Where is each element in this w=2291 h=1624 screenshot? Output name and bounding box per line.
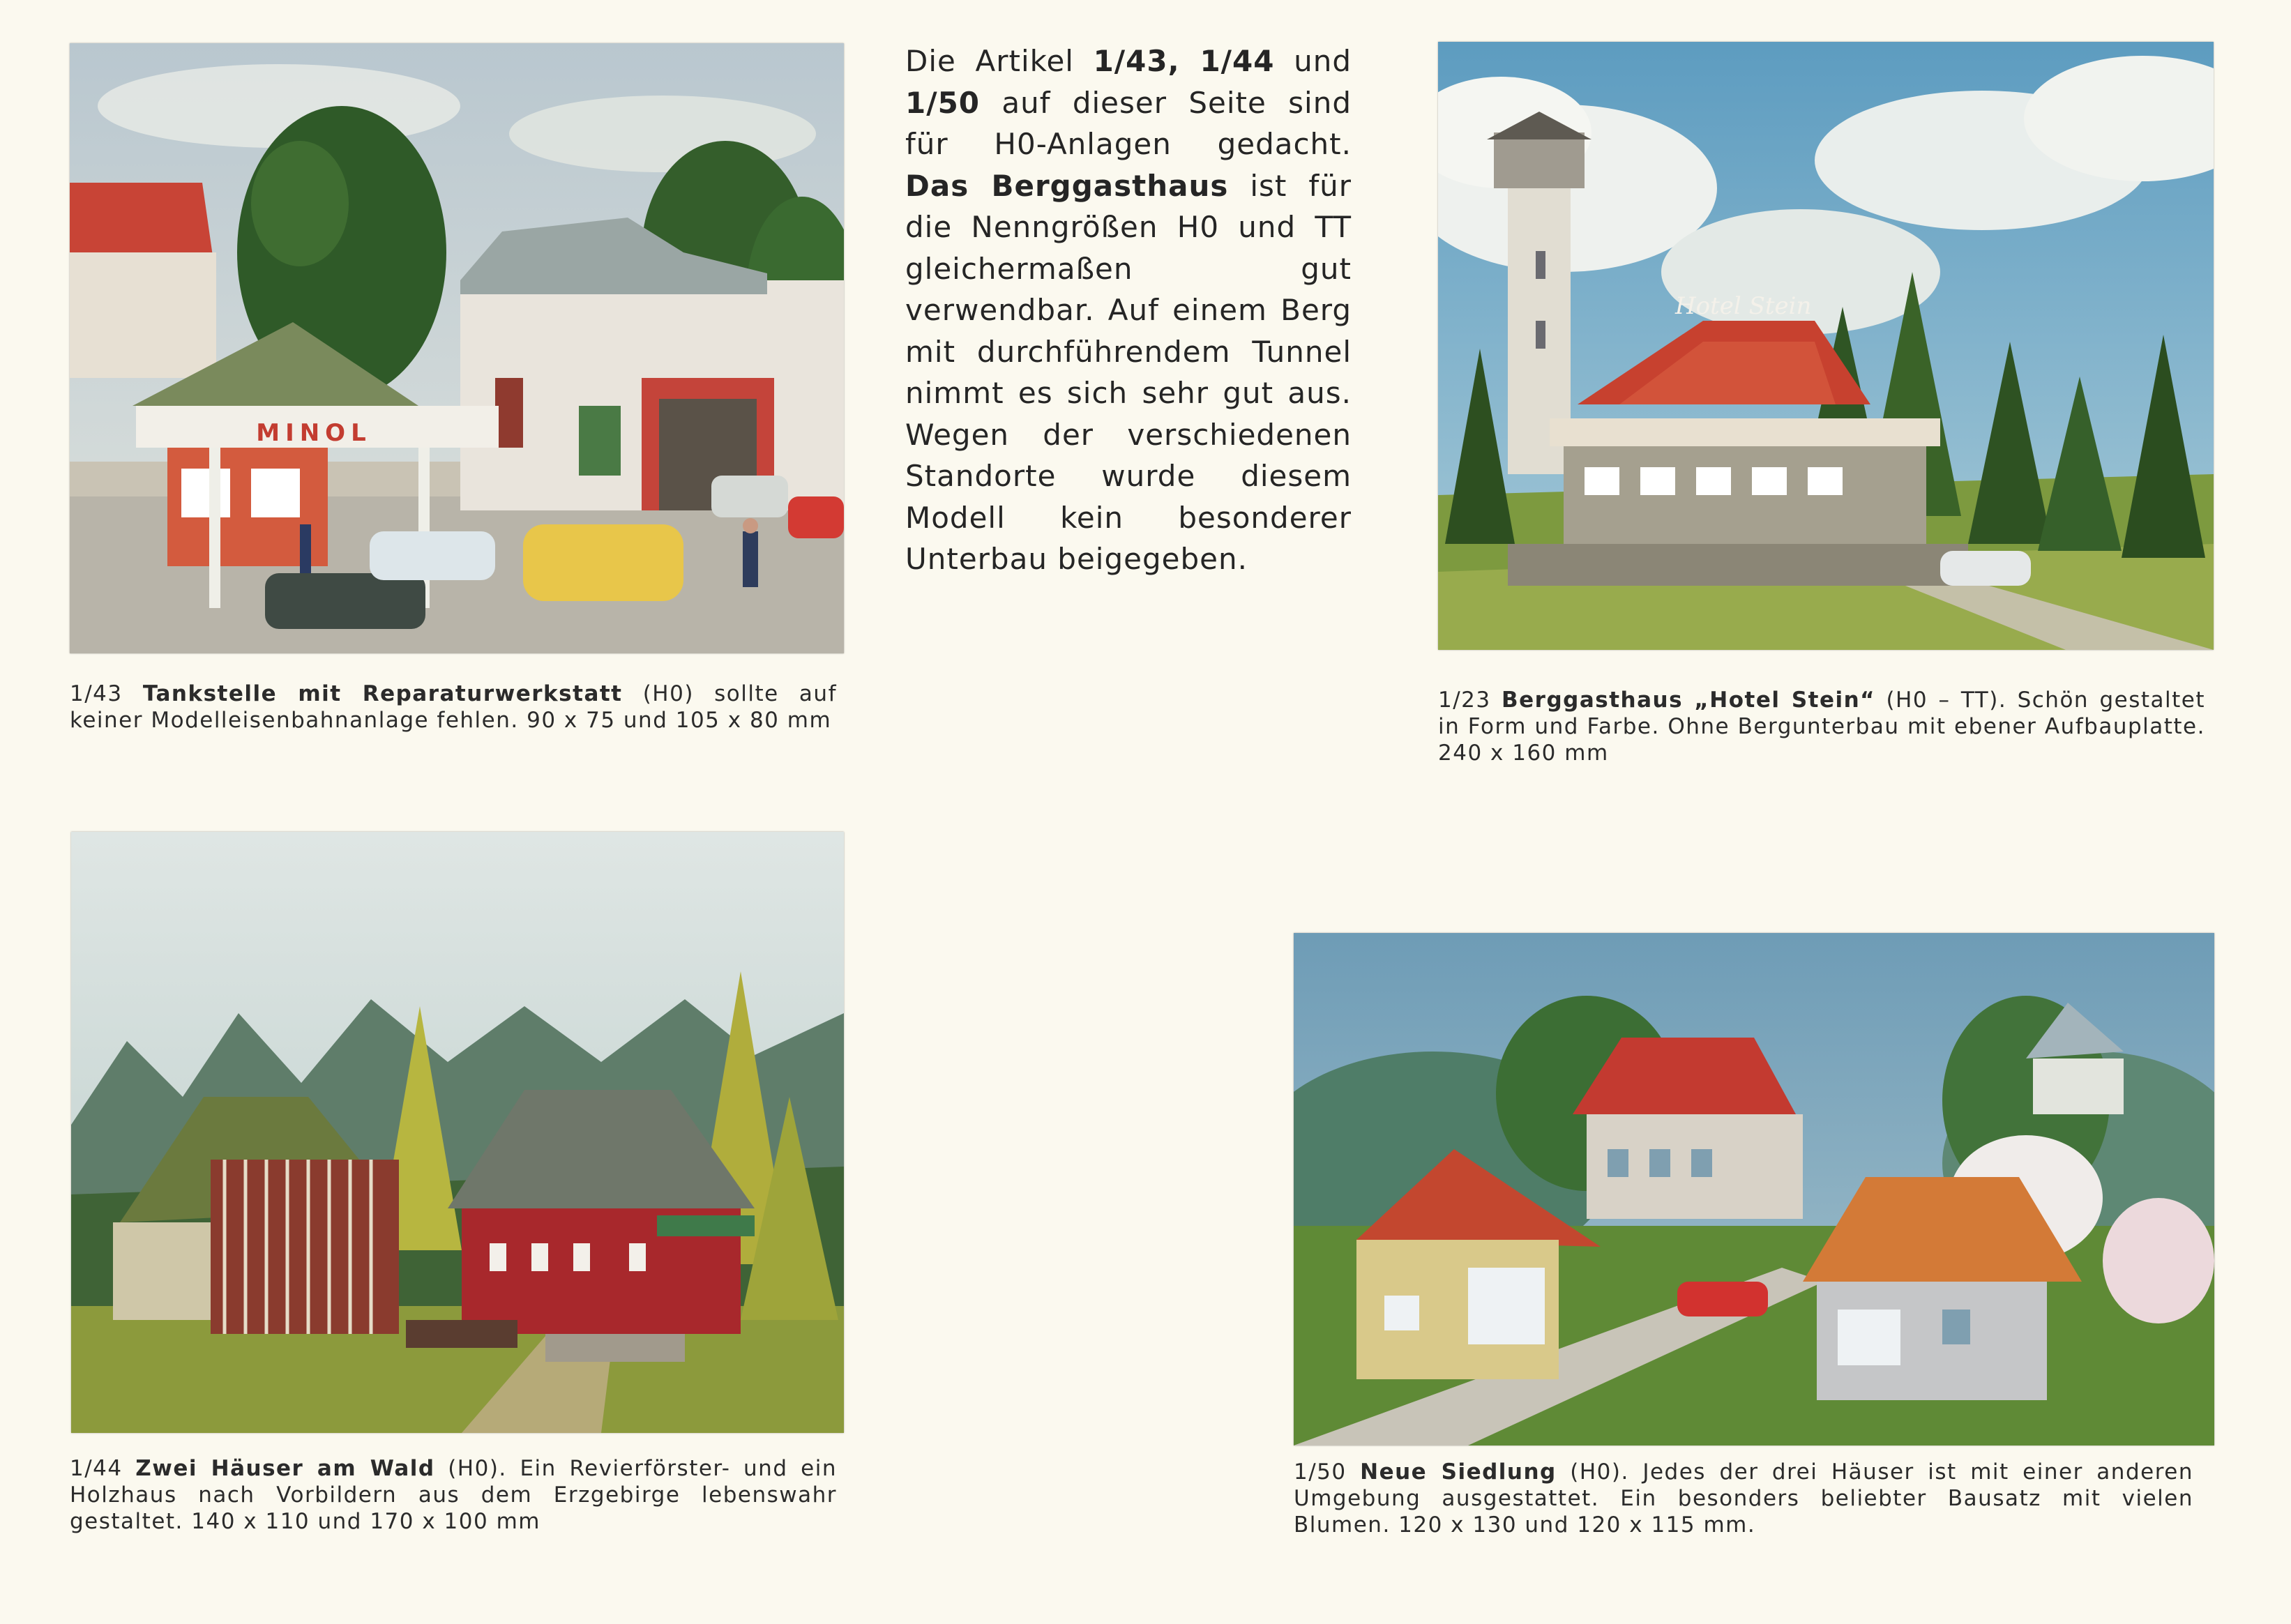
intro-articles-2: 1/50	[905, 85, 981, 120]
caption-neue-siedlung	[1294, 1459, 2193, 1538]
item-number: 1/44	[70, 1456, 123, 1481]
caption-berggasthaus	[1438, 687, 2205, 766]
item-description: (H0). Jedes der drei Häuser ist mit einer anderen Umgebung ausgestattet. Ein besonders beliebter Bausatz mit vielen Blumen. 120 x 130 und 120 x 115 mm.	[1294, 1459, 2193, 1538]
item-name: Tankstelle mit Reparaturwerkstatt	[142, 681, 623, 706]
item-description: (H0). Ein Revierförster- und ein Holzhaus nach Vorbildern aus dem Erzgebirge lebenswahr gestaltet. 140 x 110 und 170 x 100 mm	[70, 1456, 837, 1534]
photo-berggasthaus	[1438, 42, 2214, 650]
item-number: 1/23	[1438, 688, 1491, 713]
minol-sign: MINOL	[256, 419, 372, 447]
intro-part-4: ist für die Nenngrößen H0 und TT gleichermaßen gut verwendbar. Auf einem Berg mit durchführendem Tunnel nimmt es sich sehr gut aus. Wegen der verschiedenen Standorte wurde diesem Modell kein besonderer Unterbau beigegeben.	[905, 168, 1352, 576]
intro-text	[905, 40, 1352, 580]
intro-berggasthaus: Das Berggasthaus	[905, 168, 1229, 203]
hotel-stein-sign: Hotel Stein	[1675, 292, 1812, 320]
item-description: (H0) sollte auf keiner Modelleisenbahnanlage fehlen. 90 x 75 und 105 x 80 mm	[70, 681, 837, 733]
intro-part-3: auf dieser Seite sind für H0-Anlagen gedacht.	[905, 85, 1352, 161]
photo-tankstelle	[70, 43, 844, 653]
item-description: (H0 – TT). Schön gestaltet in Form und Farbe. Ohne Bergunterbau mit ebener Aufbauplatte. 240 x 160 mm	[1438, 688, 2205, 766]
intro-part-2: und	[1274, 44, 1352, 78]
intro-part-1: Die Artikel	[905, 44, 1094, 78]
photo-zwei-haeuser	[71, 832, 844, 1433]
item-name: Neue Siedlung	[1360, 1459, 1557, 1485]
item-name: Zwei Häuser am Wald	[135, 1456, 435, 1481]
photo-neue-siedlung	[1294, 933, 2214, 1445]
intro-articles-1: 1/43, 1/44	[1093, 44, 1275, 78]
item-number: 1/50	[1294, 1459, 1347, 1485]
caption-zwei-haeuser	[70, 1455, 837, 1535]
caption-tankstelle	[70, 681, 837, 734]
item-number: 1/43	[70, 681, 123, 706]
item-name: Berggasthaus „Hotel Stein“	[1502, 688, 1876, 713]
